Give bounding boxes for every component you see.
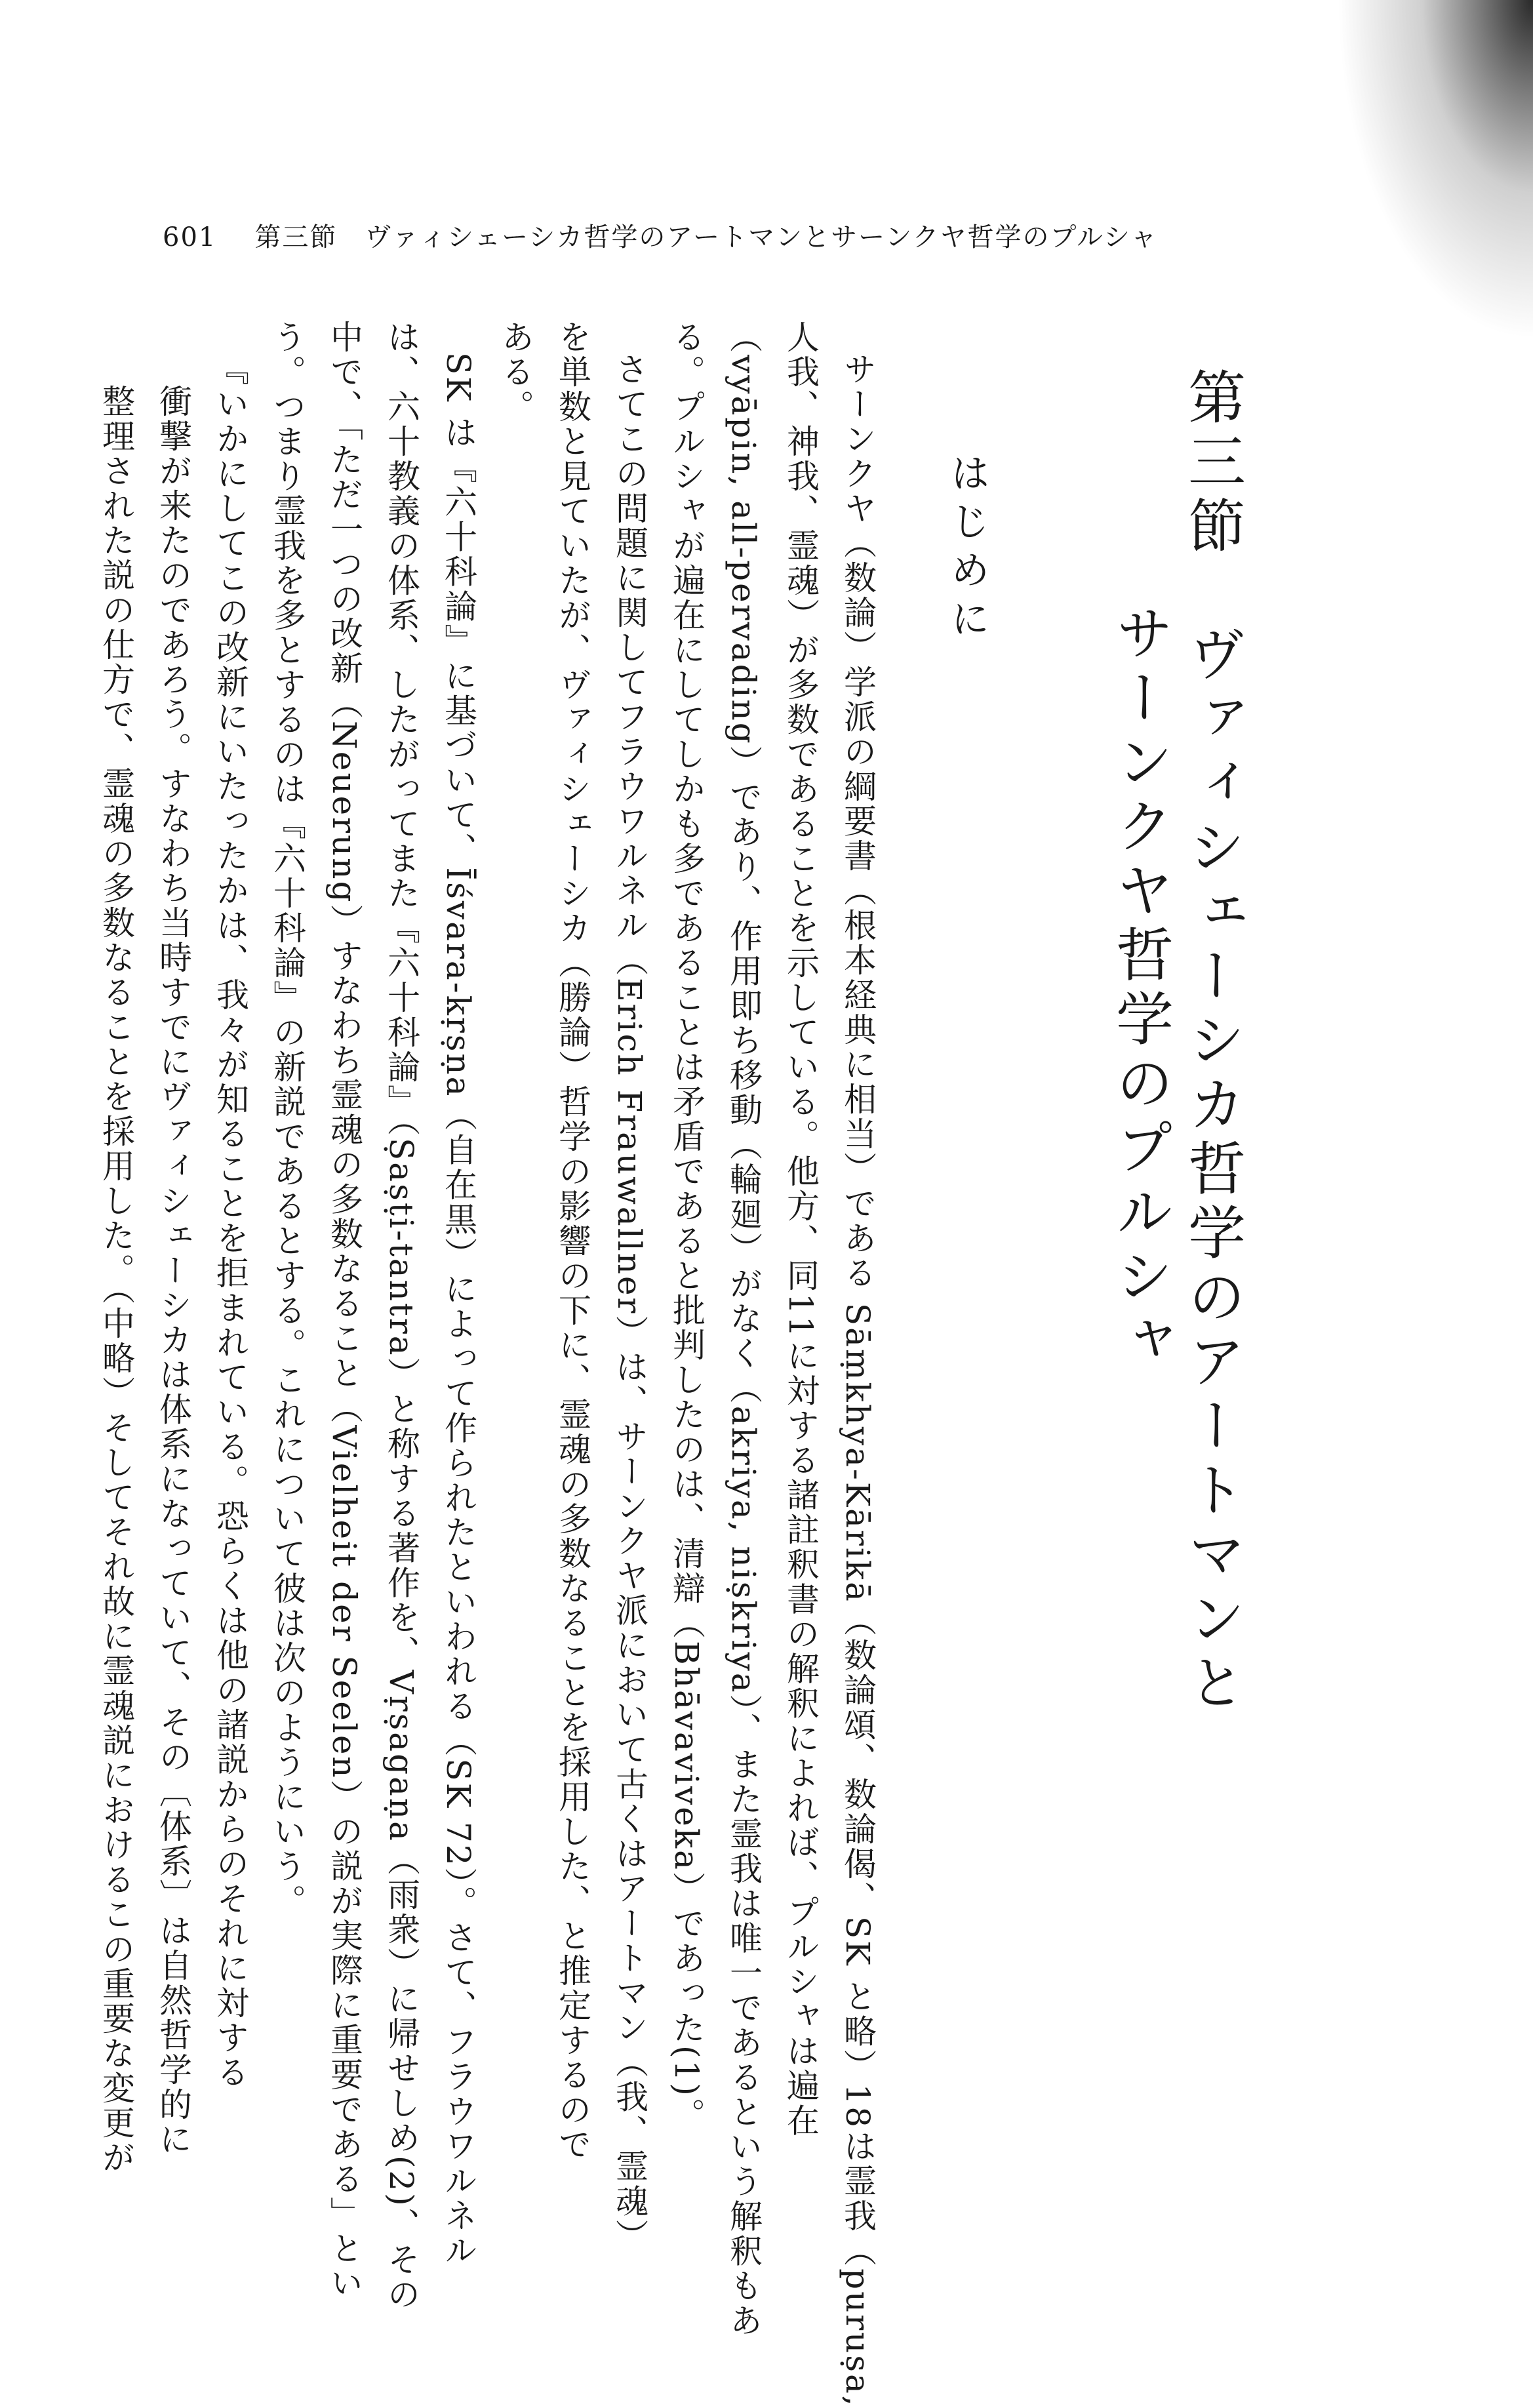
body-line-11: う。つまり霊我を多とするのは『六十科論』の新説であるとする。これについて彼は次のようにいう。 bbox=[268, 320, 306, 1919]
body-line-12: 『いかにしてこの改新にいたったかは、我々が知ることを拒まれている。恐らくは他の諸説からのそれに対する bbox=[211, 352, 249, 2090]
body-line-6: を単数と見ていたが、ヴァィシェーシカ（勝論）哲学の影響の下に、霊魂の多数なることを採用した、と推定するので bbox=[553, 320, 591, 2162]
subheading: はじめに bbox=[944, 452, 990, 647]
body-line-2: 人我、神我、霊魂）が多数であることを示している。他方、同11に対する諸註釈書の解釈によれば、プルシャは遍在 bbox=[782, 320, 820, 2138]
body-line-5: さてこの問題に関してフラウワルネル（Erich Frauwallner）は、サーンクヤ派において古くはアートマン（我、霊魂） bbox=[610, 352, 648, 2254]
body-line-10: 中で、「ただ一つの改新（Neuerung）すなわち霊魂の多数なること（Vielheit der Seelen）の説が実際に重要である」とい bbox=[325, 320, 363, 2301]
page-number: 601 bbox=[163, 222, 217, 252]
body-line-8: SK は『六十科論』に基づいて、Īśvara-kṛṣṇa（自在黒）によって作られたといわれる（SK 72）。さて、フラウワルネル bbox=[439, 352, 477, 2268]
body-line-13: 衝撃が来たのであろう。すなわち当時すでにヴァィシェーシカは体系になっていて、その〔体系〕は自然哲学的に bbox=[154, 384, 192, 2157]
body-line-9: は、六十教義の体系、したがってまた『六十科論』（Ṣaṣṭi-tantra）と称する著作を、Vṛṣagaṇa（雨衆）に帰せしめ(2)、その bbox=[382, 320, 420, 2312]
body-line-7: ある。 bbox=[496, 320, 534, 424]
section-title-line1: 第三節 ヴァィシェーシカ哲学のアートマンと bbox=[1179, 367, 1246, 1717]
body-line-4: る。プルシャが遍在にしてしかも多であることは矛盾であると批判したのは、清辯（Bhāvaviveka）であった(1)。 bbox=[667, 320, 706, 2133]
running-head bbox=[163, 216, 1158, 254]
body-line-14: 整理された説の仕方で、霊魂の多数なることを採用した。（中略）そしてそれ故に霊魂説におけるこの重要な変更が bbox=[97, 384, 135, 2175]
running-head-text: 第三節 ヴァィシェーシカ哲学のアートマンとサーンクヤ哲学のプルシャ bbox=[254, 222, 1159, 252]
scan-shadow bbox=[1336, 0, 1533, 341]
section-title-line2: サーンクヤ哲学のプルシャ bbox=[1107, 603, 1174, 1375]
body-line-1: サーンクヤ（数論）学派の綱要書（根本経典に相当）である Sāṃkhya-Kārikā（数論頌、数論偈、SK と略）18は霊我（puruṣa, bbox=[839, 352, 877, 2408]
body-line-3: （vyāpin, all-pervading）であり、作用即ち移動（輪廻）がなく（akriya, niṣkriya）、また霊我は唯一であるという解釈もあ bbox=[725, 320, 763, 2338]
